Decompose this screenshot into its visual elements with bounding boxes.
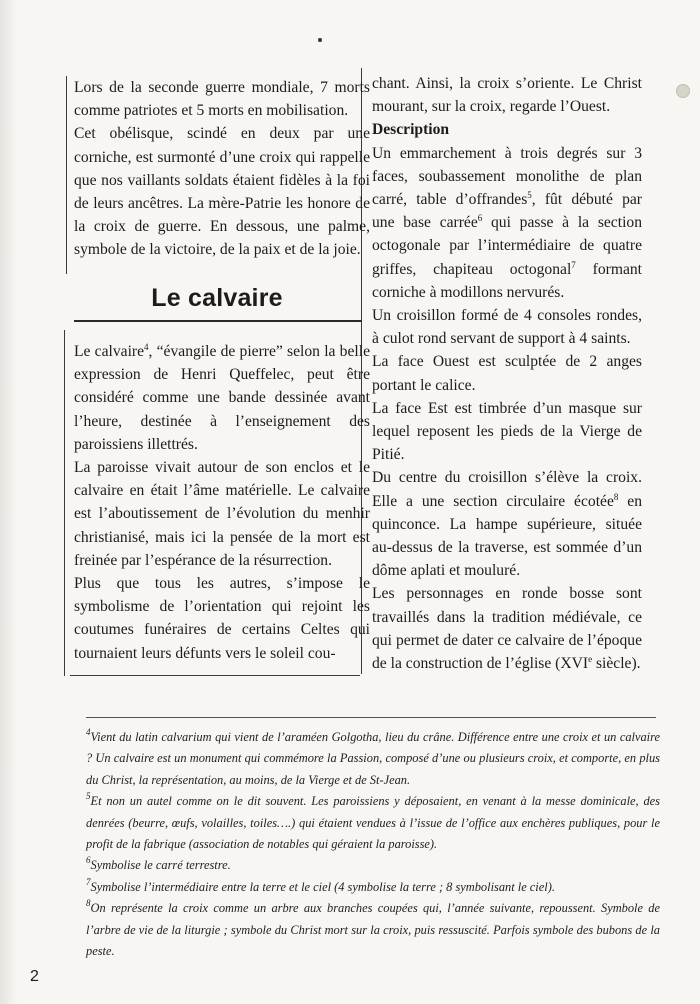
calvaire-text xyxy=(74,340,370,665)
left-intro-text xyxy=(74,76,370,262)
intro-paragraph: Cet obélisque, scindé en deux par une corniche, est surmonté d’une croix qui rappelle que nos vaillants soldats étaient fidèles à la foi de leurs ancêtres. La mère-Patrie les honore de la croix de guerre. En dessous, une palme, symbole de la victoire, de la paix et de la joie. xyxy=(74,125,370,259)
top-dot xyxy=(318,38,322,42)
footnotes xyxy=(86,727,660,962)
calvaire-paragraph: Plus que tous les autres, s’impose le symbolisme de l’orientation qui rejoint les coutumes funéraires de certains Celtes qui tournaient leurs défunts vers le soleil cou- xyxy=(74,575,370,662)
footnote: $^6$Symbolise le carré terrestre. xyxy=(86,855,231,873)
page-number: 2 xyxy=(30,968,39,985)
description-paragraph: La face Est est timbrée d’un masque sur lequel reposent les pieds de la Vierge de Pitié. xyxy=(372,399,642,464)
footnote-ref: 7 xyxy=(571,259,576,270)
footnotes-rule xyxy=(86,717,656,718)
left-margin-rule-bottom xyxy=(64,330,65,676)
description-paragraph: Un emmarchement à trois degrés sur 3 faces, soubassement monolithe de plan carré, table d’offrandes$^5$, fût débuté par une base carrée$^6$ qui passe à la section octogonale par l’intermédiaire de quatre griffes, chapiteau octogonal$^7$ formant corniche à modillons nervurés. xyxy=(372,144,643,301)
punch-hole-mark xyxy=(676,84,690,98)
intro-paragraph: Lors de la seconde guerre mondiale, 7 morts comme patriotes et 5 morts en mobilisation. xyxy=(74,79,370,120)
description-paragraph: Du centre du croisillon s’élève la croix. Elle a une section circulaire écotée$^8$ en quinconce. La hampe supérieure, située au-dessus de la traverse, est sommée d’un dôme aplati et mouluré. xyxy=(372,469,643,580)
section-title: Le calvaire xyxy=(151,284,283,312)
left-column-bottom-rule xyxy=(70,675,360,676)
calvaire-paragraph: Le calvaire$^4$, “évangile de pierre” selon la belle expression de Henri Queffelec, peut être considéré comme une bande dessinée avant l’heure, destinée à l’enseignement des paroissiens illettrés. xyxy=(74,342,370,453)
footnote: $^8$On représente la croix comme un arbre aux branches coupées qui, l’année suivante, repoussent. Symbole de l’arbre de vie de la liturgie ; symbole du Christ mort sur la croix, puis ressuscité. Parfois symbole des bubons de la peste. xyxy=(86,898,660,959)
footnote-ref: 6 xyxy=(477,213,483,224)
footnote: $^7$Symbolise l’intermédiaire entre la terre et le ciel (4 symbolise la terre ; 8 symbolisant le ciel). xyxy=(86,876,555,894)
description-paragraph: La face Ouest est sculptée de 2 anges portant le calice. xyxy=(372,353,642,394)
footnote-ref: 5 xyxy=(527,190,532,201)
footnote-ref: 4 xyxy=(144,342,149,352)
right-column-text xyxy=(372,72,642,675)
calvaire-paragraph: La paroisse vivait autour de son enclos et le calvaire en était l’âme matérielle. Le calvaire est l’aboutissement de l’évolution du menhir christianisé, mais ici la pensée de la mort est freinée par l’espérance de la résurrection. xyxy=(74,459,370,569)
footnote: $^4$Vient du latin calvarium qui vient de l’araméen Golgotha, lieu du crâne. Différence entre une croix et un calvaire ? Un calvaire est un monument qui commémore la Passion, composé d’une ou plusieurs croix, et comporte, en plus du Christ, la représentation, au moins, de la Vierge et de St-Jean. xyxy=(86,727,660,787)
description-paragraph: Les personnages en ronde bosse sont travaillés dans la tradition médiévale, ce qui permet de dater ce calvaire de l’époque de la construction de l’église (XVIe siècle). xyxy=(372,585,642,673)
footnote: $^5$Et non un autel comme on le dit souvent. Les paroissiens y déposaient, en venant à la messe dominicale, des denrées (beurre, œufs, volailles, toiles….) qui étaient vendues à l’issue de l’office aux enchères publiques, pour le profit de la fabrique (association de notables qui géraient la paroisse). xyxy=(86,791,660,852)
section-title-rule xyxy=(74,320,362,322)
page-edge xyxy=(0,0,18,1004)
footnote-ref: 8 xyxy=(613,491,619,502)
description-paragraph: Un croisillon formé de 4 consoles rondes, à culot rond servant de support à 4 saints. xyxy=(372,307,642,348)
description-heading: Description xyxy=(372,121,450,139)
left-margin-rule-top xyxy=(66,76,67,274)
continuation-paragraph: chant. Ainsi, la croix s’oriente. Le Christ mourant, sur la croix, regarde l’Ouest. xyxy=(372,75,642,116)
